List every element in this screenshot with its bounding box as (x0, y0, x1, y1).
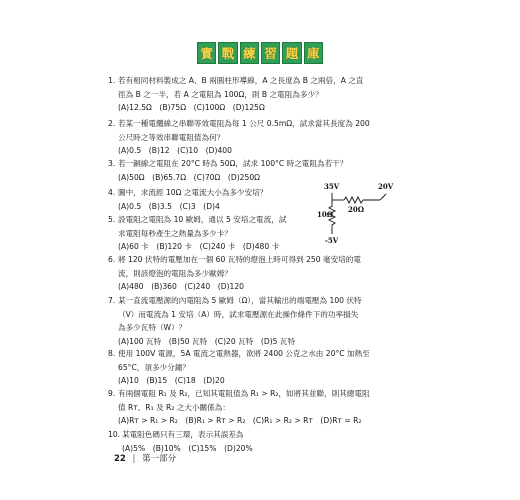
question-number: 1. (108, 76, 116, 85)
question-options: (A)0.5 (B)3.5 (C)3 (D)4 (118, 201, 220, 211)
question-text: 求電阻每秒產生之熱量為多少卡？ (118, 228, 232, 238)
resistor-label-10-ohm: 10Ω (317, 210, 333, 219)
question-number: 2. (108, 119, 116, 128)
question-text: （V）而電流為 1 安培（A）時，試求電壓源在此操作條件下的功率損失 (118, 309, 359, 319)
question-options: (A)12.5Ω (B)75Ω (C)100Ω (D)125Ω (118, 103, 265, 113)
voltage-label-35v: 35V (324, 182, 340, 191)
resistor-label-20-ohm: 20Ω (348, 205, 364, 214)
question-options: (A)60 卡 (B)120 卡 (C)240 卡 (D)480 卡 (118, 242, 280, 252)
question-number: 4. (108, 188, 116, 197)
question-text: 某電阻色碼只有三環，表示其誤差為 (122, 430, 244, 439)
question-text: 公尺時之等效串聯電阻值為何？ (118, 132, 225, 142)
question-text: 有兩個電阻 R₁ 及 R₂，已知其電阻值為 R₁ > R₂，如將其並聯，則其總電阻 (118, 389, 370, 398)
banner-char: 實 (197, 42, 216, 64)
wire (380, 194, 386, 200)
page-footer (114, 452, 176, 464)
section-label: 第一部分 (142, 454, 177, 464)
question-options: (A)Rᴛ > R₁ > R₂ (B)R₁ > Rᴛ > R₂ (C)R₁ > R₂ > Rᴛ (D)Rᴛ = R₂ (118, 416, 362, 426)
question-text: 將 120 伏特的電壓加在一個 60 瓦特的燈泡上時可得到 250 毫安培的電 (118, 255, 361, 264)
question-text: 為多少瓦特（W）？ (118, 323, 187, 333)
question-number: 10. (108, 430, 121, 439)
page-number: 22 (114, 454, 126, 464)
footer-separator: | (132, 454, 136, 464)
section-banner (197, 42, 323, 64)
question-number: 6. (108, 255, 116, 264)
question-options: (A)480 (B)360 (C)240 (D)120 (118, 282, 245, 292)
question-text: 使用 100V 電源，5A 電流之電熱器，欲將 2400 公克之水由 20°C 加熱至 (118, 349, 370, 358)
question-text: 若某一種電纜線之串聯等效電阻為每 1 公尺 0.5mΩ，試求當其長度為 200 (118, 119, 370, 128)
resistor-20-ohm (344, 197, 363, 203)
question-9 (108, 387, 408, 428)
question-options: (A)0.5 (B)12 (C)10 (D)400 (118, 146, 232, 156)
banner-char: 庫 (304, 42, 323, 64)
voltage-label-20v: 20V (378, 182, 394, 191)
question-7 (108, 294, 408, 348)
question-number: 3. (108, 159, 116, 168)
question-number: 9. (108, 389, 116, 398)
question-1 (108, 74, 408, 115)
question-8 (108, 347, 408, 388)
question-text: 若有相同材料製成之 A、B 兩圓柱形導線，A 之長度為 B 之兩倍，A 之直 (118, 76, 364, 85)
question-6 (108, 253, 408, 294)
question-options: (A)5% (B)10% (C)15% (D)20% (122, 443, 253, 453)
question-number: 7. (108, 296, 116, 305)
question-text: 某一直流電壓源的內電阻為 5 歐姆（Ω），當其輸出的端電壓為 100 伏特 (118, 296, 362, 305)
question-text: 徑為 B 之一半，若 A 之電阻為 100Ω，則 B 之電阻為多少？ (118, 89, 323, 99)
question-2 (108, 117, 408, 158)
question-text: 若一銅線之電阻在 20°C 時為 50Ω，試求 100°C 時之電阻為若干？ (118, 159, 348, 168)
question-text: 值 Rᴛ、R₁ 及 R₂ 之大小關係為： (118, 402, 230, 412)
question-text: 流，則該燈泡的電阻為多少歐姆？ (118, 268, 232, 278)
question-options: (A)10 (B)15 (C)18 (D)20 (118, 376, 225, 386)
banner-char: 練 (240, 42, 259, 64)
question-options: (A)100 瓦特 (B)50 瓦特 (C)20 瓦特 (D)5 瓦特 (118, 336, 296, 346)
banner-char: 戰 (218, 42, 237, 64)
question-text: 設電阻之電阻為 10 歐姆，通以 5 安培之電流，試 (118, 215, 287, 224)
banner-char: 習 (261, 42, 280, 64)
question-number: 8. (108, 349, 116, 358)
banner-char: 題 (282, 42, 301, 64)
question-number: 5. (108, 215, 116, 224)
circuit-diagram (316, 180, 398, 246)
voltage-label-minus-5v: -5V (325, 236, 339, 245)
question-text: 65°C，須多少分鐘？ (118, 362, 190, 372)
question-options: (A)50Ω (B)65.7Ω (C)70Ω (D)250Ω (118, 172, 260, 182)
question-text: 圖中，求流經 10Ω 之電流大小為多少安培？ (118, 188, 268, 197)
